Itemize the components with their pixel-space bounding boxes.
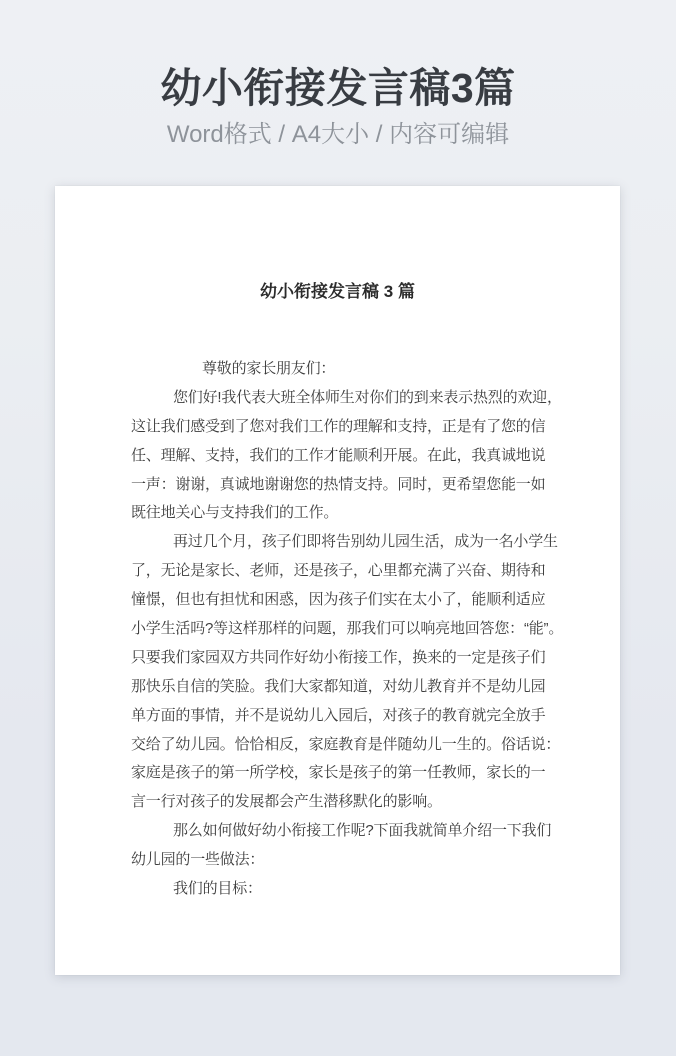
preview-header bbox=[0, 0, 676, 150]
document-line: 那么如何做好幼小衔接工作呢?下面我就简单介绍一下我们 bbox=[173, 822, 552, 840]
document-line: 再过几个月，孩子们即将告别幼儿园生活，成为一名小学生 bbox=[173, 533, 558, 551]
template-title: 幼小衔接发言稿3篇 bbox=[160, 65, 516, 111]
document-body bbox=[55, 355, 620, 904]
document-line: 那快乐自信的笑脸。我们大家都知道，对幼儿教育并不是幼儿园 bbox=[131, 677, 546, 695]
document-line: 我们的目标： bbox=[173, 880, 262, 898]
document-line: 单方面的事情，并不是说幼儿入园后，对孩子的教育就完全放手 bbox=[131, 706, 546, 724]
template-format-info: Word格式 / A4大小 / 内容可编辑 bbox=[166, 121, 510, 148]
document-line: 家庭是孩子的第一所学校，家长是孩子的第一任教师，家长的一 bbox=[131, 764, 546, 782]
document-line: 交给了幼儿园。恰恰相反，家庭教育是伴随幼儿一生的。俗话说： bbox=[131, 735, 561, 753]
document-line: 了，无论是家长、老师，还是孩子，心里都充满了兴奋、期待和 bbox=[131, 562, 546, 580]
document-line: 幼儿园的一些做法： bbox=[131, 851, 265, 869]
document-page-preview bbox=[55, 186, 620, 975]
document-line: 一声：谢谢，真诚地谢谢您的热情支持。同时，更希望您能一如 bbox=[131, 475, 546, 493]
document-title: 幼小衔接发言稿 3 篇 bbox=[260, 282, 415, 301]
document-line: 憧憬，但也有担忧和困惑，因为孩子们实在太小了，能顺利适应 bbox=[131, 591, 546, 609]
document-line: 言一行对孩子的发展都会产生潜移默化的影响。 bbox=[131, 793, 442, 811]
document-line: 既往地关心与支持我们的工作。 bbox=[131, 504, 339, 522]
document-line: 这让我们感受到了您对我们工作的理解和支持，正是有了您的信 bbox=[131, 417, 546, 435]
document-line: 尊敬的家长朋友们： bbox=[202, 360, 336, 377]
document-line: 您们好!我代表大班全体师生对你们的到来表示热烈的欢迎， bbox=[173, 388, 562, 406]
document-line: 任、理解、支持，我们的工作才能顺利开展。在此，我真诚地说 bbox=[131, 446, 546, 464]
document-line: 小学生活吗?等这样那样的问题，那我们可以响亮地回答您：“能”。 bbox=[131, 620, 564, 638]
document-line: 只要我们家园双方共同作好幼小衔接工作，换来的一定是孩子们 bbox=[131, 648, 546, 666]
